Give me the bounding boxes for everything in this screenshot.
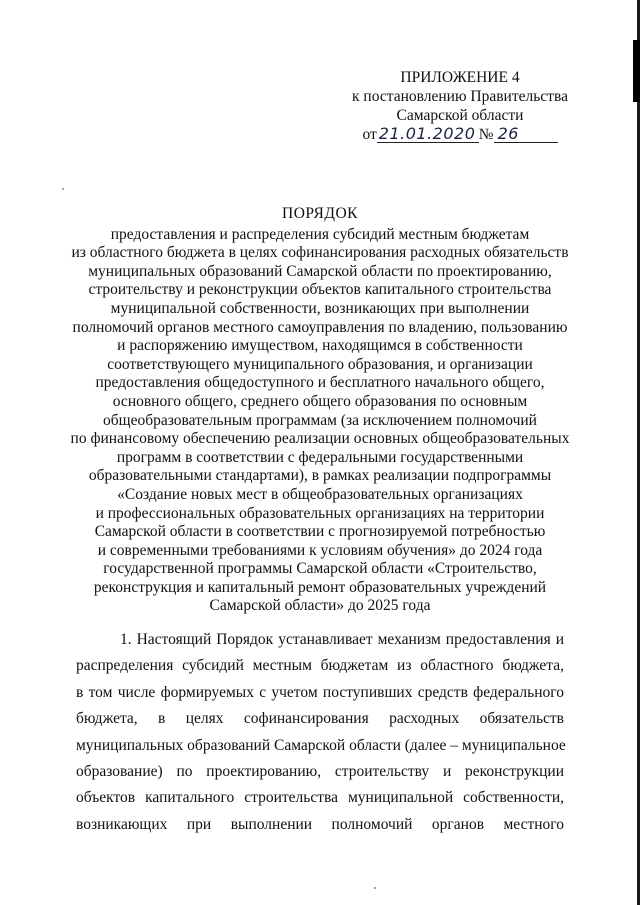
appendix-date-line [330, 125, 590, 144]
title-line: и современными требованиями к условиям обучения» до 2024 года [97, 541, 543, 559]
title-line: Самарской области» до 2025 года [209, 597, 431, 615]
body-line: объектов капитального строительства муниципальной собственности, [76, 789, 564, 807]
body-line: возникающих при выполнении полномочий органов местного [76, 815, 564, 833]
title-line: программ в соответствии с федеральными государственными [116, 448, 524, 466]
document-body [76, 627, 564, 838]
appendix-region: Самарской области [396, 107, 524, 124]
body-line: распределения субсидий местным бюджетам из областного бюджета, [76, 657, 564, 675]
appendix-resolution: к постановлению Правительства [352, 88, 568, 105]
scan-edge-mark [633, 40, 640, 102]
number-prefix: № [478, 126, 494, 143]
body-line: в том числе формируемых с учетом поступивших средств федерального [76, 683, 564, 701]
handwritten-number: 26 [494, 126, 558, 143]
title-heading: ПОРЯДОК [282, 205, 358, 222]
title-line: по финансовому обеспечению реализации основных общеобразовательных [70, 430, 570, 448]
body-line: 1. Настоящий Порядок устанавливает механизм предоставления и [120, 631, 564, 648]
title-line: государственной программы Самарской области «Строительство, [103, 560, 537, 578]
body-line: образование) по проектированию, строительству и реконструкции [76, 763, 564, 781]
scan-speck [62, 188, 64, 190]
title-line: реконструкция и капитальный ремонт образовательных учреждений [93, 578, 547, 596]
title-line: соответствующего муниципального образования, и организации [107, 355, 533, 373]
document-title [60, 205, 580, 616]
title-line: и профессиональных образовательных организациях на территории [95, 504, 545, 522]
title-line: Самарской области в соответствии с прогнозируемой потребностью [94, 523, 546, 541]
title-line: образовательными стандартами), в рамках реализации подпрограммы [88, 467, 552, 485]
scan-speck [374, 887, 376, 889]
title-line: предоставления общедоступного и бесплатного начального общего, [95, 374, 545, 392]
title-line: из областного бюджета в целях софинансирования расходных обязательств [71, 244, 569, 262]
title-line: строительству и реконструкции объектов капитального строительства [88, 281, 552, 299]
title-line: основного общего, среднего общего образования по основным [112, 392, 528, 410]
title-line: муниципальной собственности, возникающих при выполнении [110, 299, 530, 317]
body-line: бюджета, в целях софинансирования расходных обязательств [76, 710, 564, 728]
body-line: муниципальных образований Самарской области (далее – муниципальное [76, 736, 566, 754]
appendix-title: ПРИЛОЖЕНИЕ 4 [400, 69, 520, 86]
title-line: «Создание новых мест в общеобразовательных организациях [117, 485, 523, 503]
handwritten-date: 21.01.2020 [377, 126, 479, 143]
title-line: общеобразовательным программам (за исключением полномочий [103, 411, 537, 429]
title-line: и распоряжению имуществом, находящимся в собственности [117, 337, 523, 355]
title-line: полномочий органов местного самоуправления по владению, пользованию [72, 318, 568, 336]
date-prefix: от [362, 126, 377, 143]
appendix-header [330, 68, 590, 144]
title-line: муниципальных образований Самарской области по проектированию, [88, 262, 552, 280]
title-line: предоставления и распределения субсидий местным бюджетам [110, 225, 530, 243]
